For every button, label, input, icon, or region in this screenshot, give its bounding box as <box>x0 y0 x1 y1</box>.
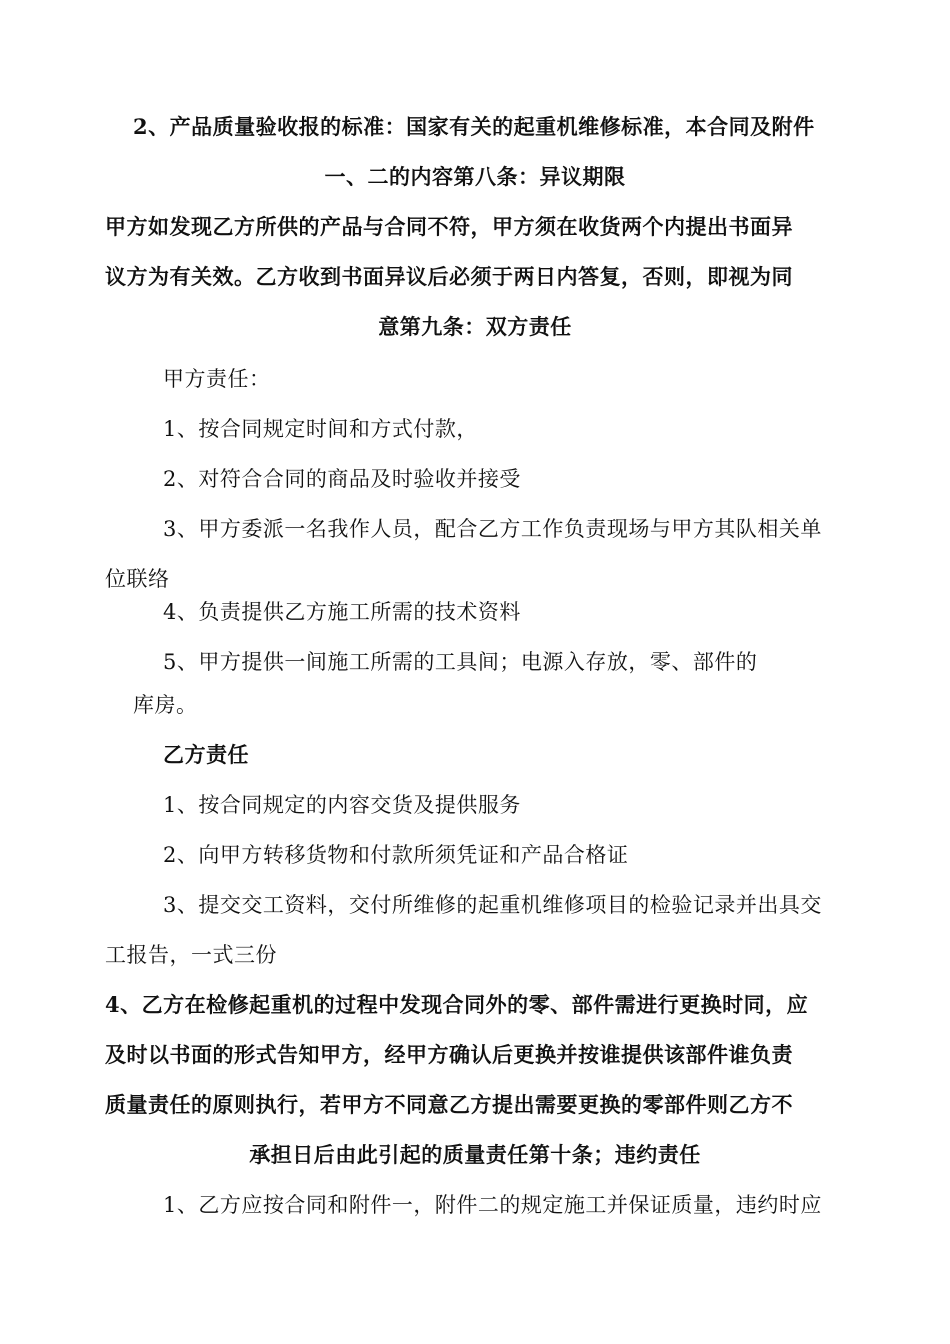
objection-paragraph-line-1: 甲方如发现乙方所供的产品与合同不符，甲方须在收货两个内提出书面异 <box>105 214 793 239</box>
party-b-item-2: 2、向甲方转移货物和付款所须凭证和产品合格证 <box>163 843 629 867</box>
replacement-paragraph-line-3: 质量责任的原则执行，若甲方不同意乙方提出需要更换的零部件则乙方不 <box>105 1092 793 1117</box>
replacement-paragraph-line-2: 及时以书面的形式告知甲方，经甲方确认后更换并按谁提供该部件谁负责 <box>105 1042 793 1067</box>
article-9-heading: 意第九条：双方责任 <box>378 314 572 339</box>
party-b-item-3-continued: 工报告，一式三份 <box>105 943 277 967</box>
party-a-responsibility-heading: 甲方责任： <box>163 367 271 391</box>
quality-standard-line: 2、产品质量验收报的标准：国家有关的起重机维修标准，本合同及附件 <box>133 114 815 139</box>
party-a-item-3: 3、甲方委派一名我作人员，配合乙方工作负责现场与甲方其队相关单 <box>163 517 822 541</box>
party-a-item-5-continued: 库房。 <box>133 693 198 717</box>
party-a-item-5: 5、甲方提供一间施工所需的工具间；电源入存放，零、部件的 <box>163 650 758 674</box>
party-a-item-4: 4、负责提供乙方施工所需的技术资料 <box>163 600 521 624</box>
party-a-item-3-continued: 位联络 <box>105 567 170 591</box>
objection-paragraph-line-2: 议方为有关效。乙方收到书面异议后必须于两日内答复，否则，即视为同 <box>105 264 793 289</box>
article-8-heading: 一、二的内容第八条：异议期限 <box>324 164 626 189</box>
party-a-item-1: 1、按合同规定时间和方式付款， <box>163 417 478 441</box>
party-b-item-3: 3、提交交工资料，交付所维修的起重机维修项目的检验记录并出具交 <box>163 893 822 917</box>
article-10-heading: 承担日后由此引起的质量责任第十条；违约责任 <box>249 1142 701 1167</box>
party-a-item-2: 2、对符合合同的商品及时验收并接受 <box>163 467 521 491</box>
party-b-item-1: 1、按合同规定的内容交货及提供服务 <box>163 793 521 817</box>
breach-item-1: 1、乙方应按合同和附件一，附件二的规定施工并保证质量，违约时应 <box>163 1193 822 1217</box>
party-b-responsibility-heading: 乙方责任 <box>163 742 249 767</box>
replacement-paragraph-line-1: 4、乙方在检修起重机的过程中发现合同外的零、部件需进行更换时同，应 <box>105 992 809 1017</box>
